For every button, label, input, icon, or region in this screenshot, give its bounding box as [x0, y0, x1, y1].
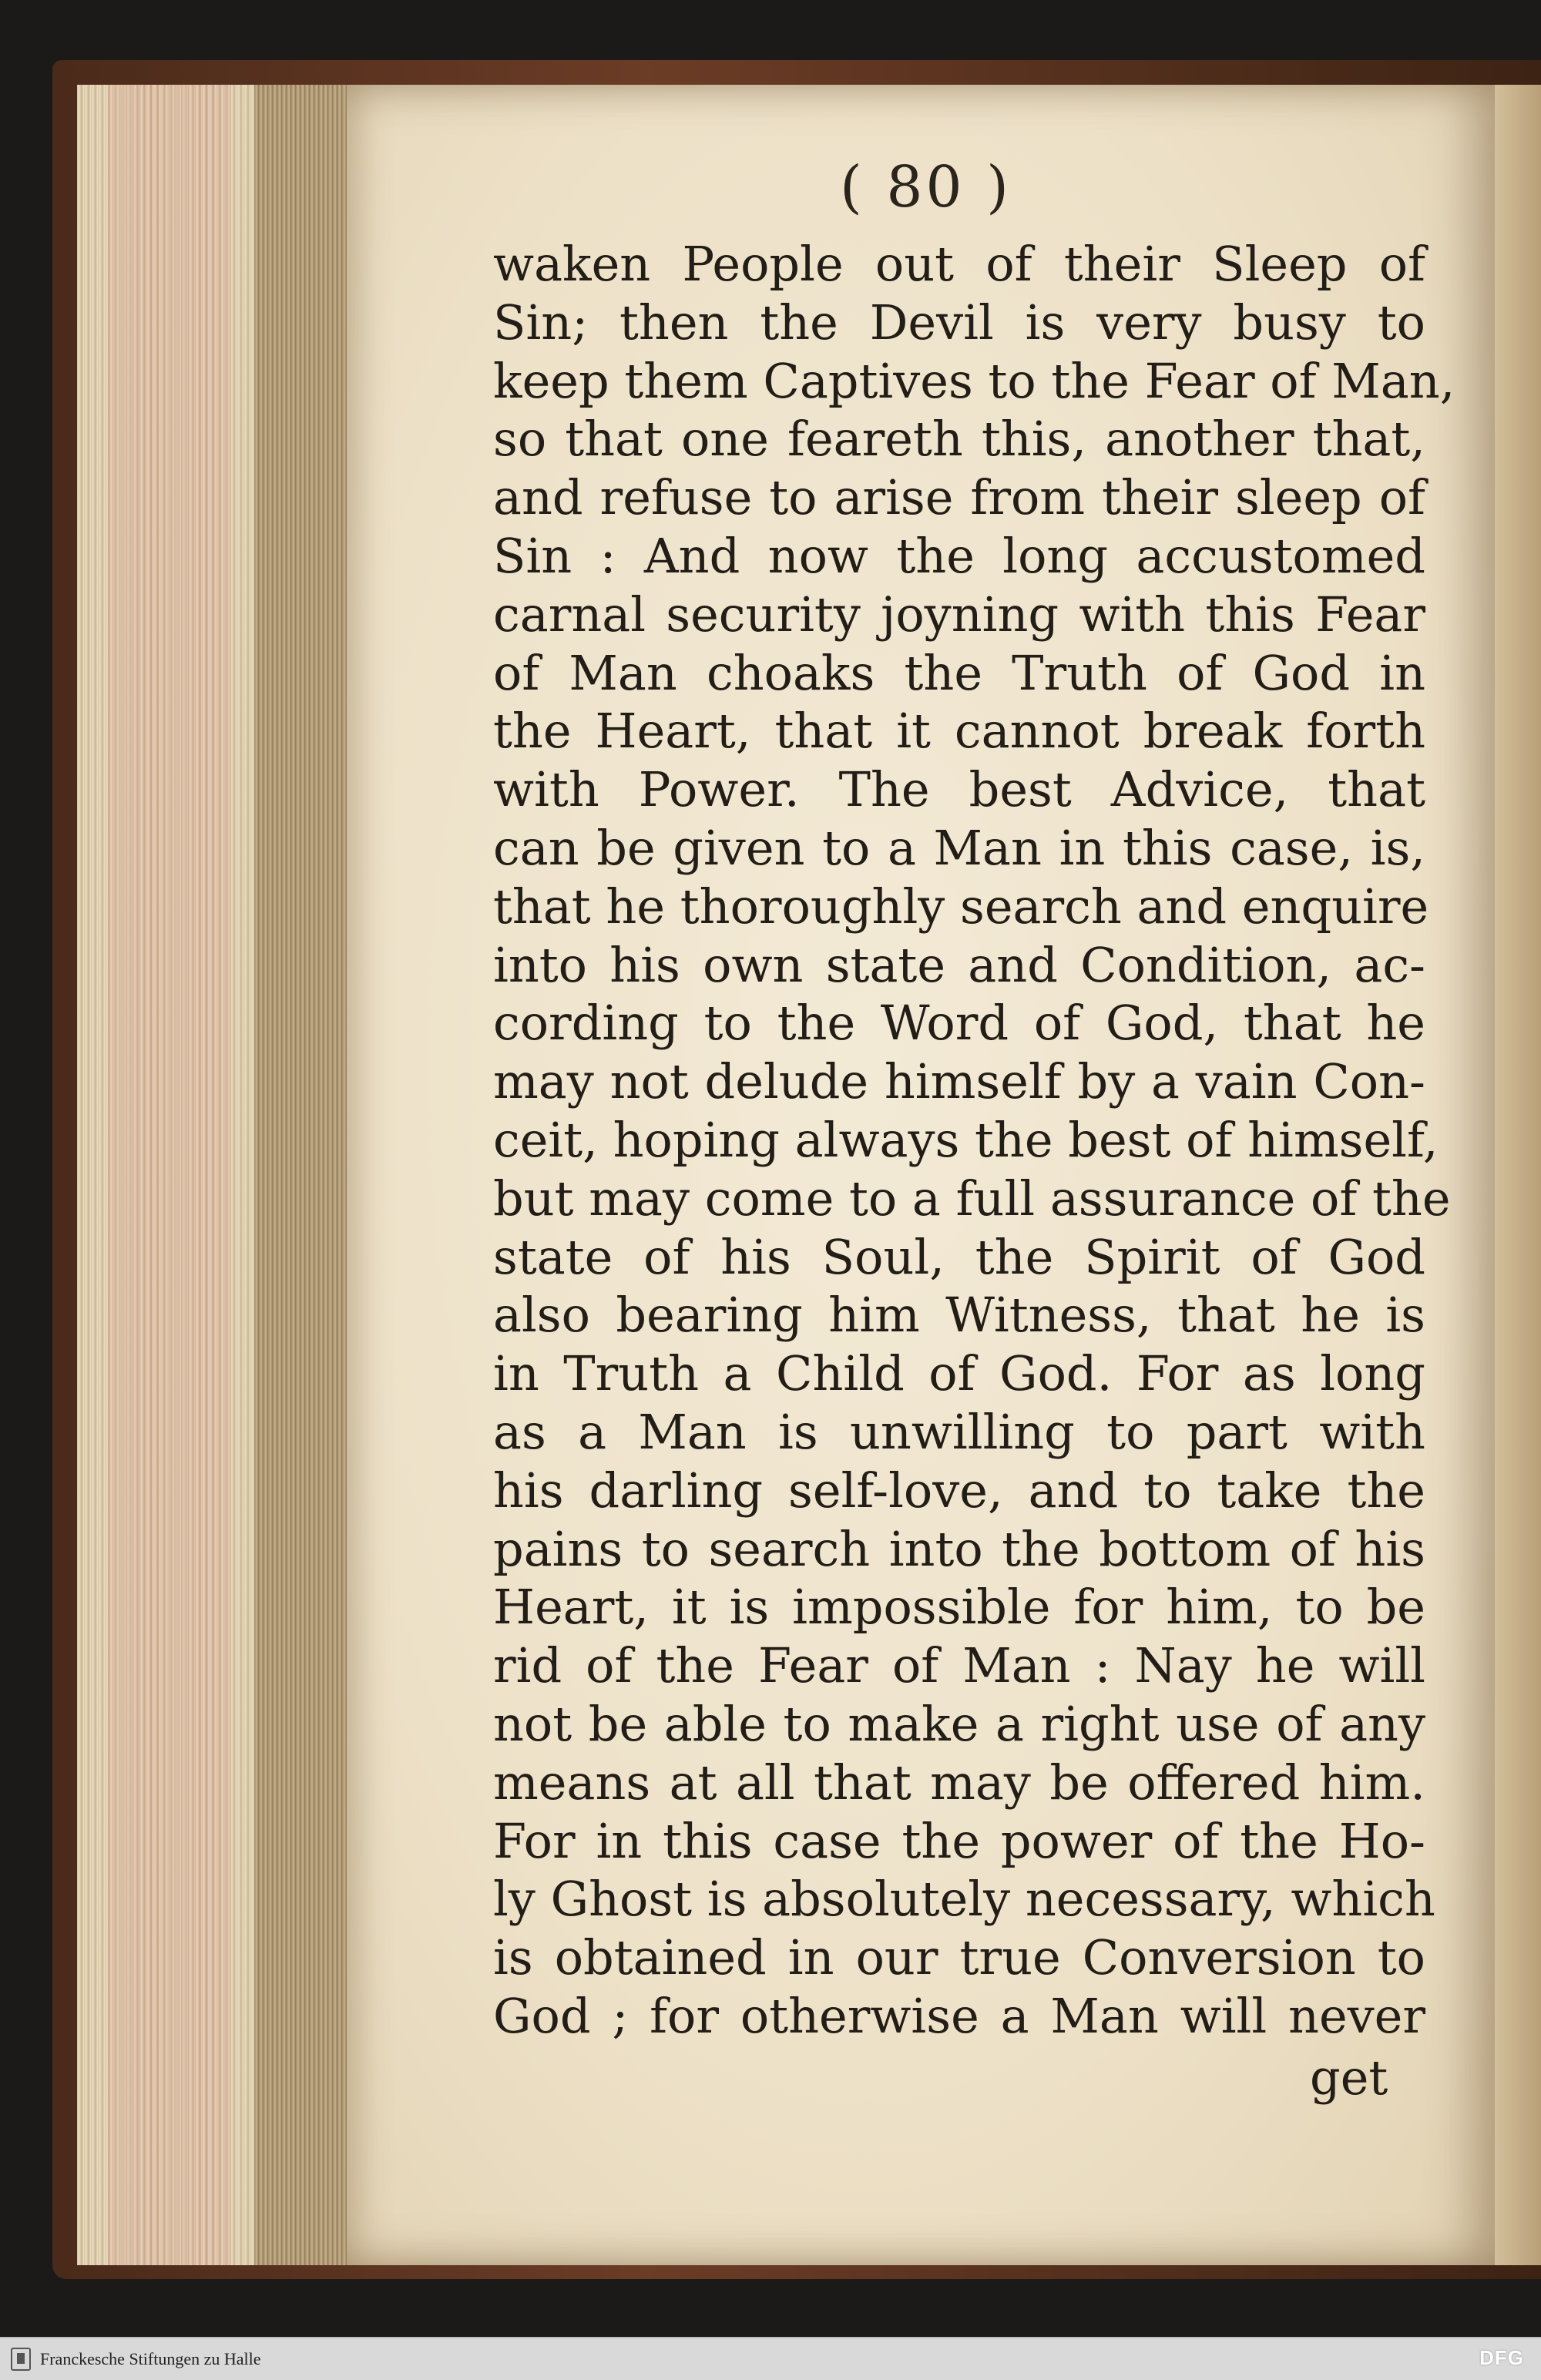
facing-page-edge [1495, 85, 1541, 2265]
text-line: can be given to a Man in this case, is, [493, 819, 1425, 876]
text-line: rid of the Fear of Man : Nay he will [493, 1637, 1425, 1694]
franckesche-logo-icon [11, 2348, 31, 2371]
text-line: the Heart, that it cannot break forth [493, 703, 1425, 760]
text-line: into his own state and Condition, ac- [493, 936, 1425, 993]
text-line: state of his Soul, the Spirit of God [493, 1228, 1425, 1285]
text-line: that he thoroughly search and enquire [493, 878, 1429, 935]
stacked-pages [254, 85, 354, 2265]
text-line: carnal security joyning with this Fear [493, 586, 1425, 643]
text-line: ly Ghost is absolutely necessary, which [493, 1871, 1435, 1928]
text-line: and refuse to arise from their sleep of [493, 469, 1425, 526]
text-line: God ; for otherwise a Man will never [493, 1987, 1425, 2044]
text-line: not be able to make a right use of any [493, 1695, 1425, 1752]
text-line: pains to search into the bottom of his [493, 1520, 1425, 1577]
text-line: ceit, hoping always the best of himself, [493, 1111, 1439, 1168]
text-line: Heart, it is impossible for him, to be [493, 1579, 1425, 1636]
text-line: his darling self-love, and to take the [493, 1462, 1425, 1519]
text-line: as a Man is unwilling to part with [493, 1403, 1425, 1460]
text-line: in Truth a Child of God. For as long [493, 1345, 1425, 1402]
institution-credit: Franckesche Stiftungen zu Halle [40, 2349, 261, 2368]
text-line: also bearing him Witness, that he is [493, 1287, 1425, 1344]
text-line: but may come to a full assurance of the [493, 1170, 1451, 1227]
text-line: so that one feareth this, another that, [493, 411, 1425, 468]
dfg-logo: DFG [1479, 2346, 1524, 2369]
text-line: Sin : And now the long accustomed [493, 527, 1425, 584]
text-line: is obtained in our true Conversion to [493, 1929, 1425, 1986]
page-edges [77, 85, 354, 2265]
text-line: means at all that may be offered him. [493, 1754, 1425, 1811]
text-line: of Man choaks the Truth of God in [493, 644, 1425, 701]
viewer-footer [0, 2337, 1541, 2380]
text-line: with Power. The best Advice, that [493, 761, 1425, 818]
red-sprinkled-edge [108, 85, 231, 2265]
page-text [493, 235, 1455, 2046]
text-line: waken People out of their Sleep of [493, 236, 1425, 292]
text-line: may not delude himself by a vain Con- [493, 1053, 1425, 1110]
text-line: cording to the Word of God, that he [493, 995, 1425, 1052]
text-line: keep them Captives to the Fear of Man, [493, 352, 1455, 409]
text-line: Sin; then the Devil is very busy to [493, 294, 1425, 351]
text-line: For in this case the power of the Ho- [493, 1812, 1425, 1869]
page-number: ( 80 ) [840, 154, 1012, 220]
catchword: get [1310, 2049, 1388, 2106]
